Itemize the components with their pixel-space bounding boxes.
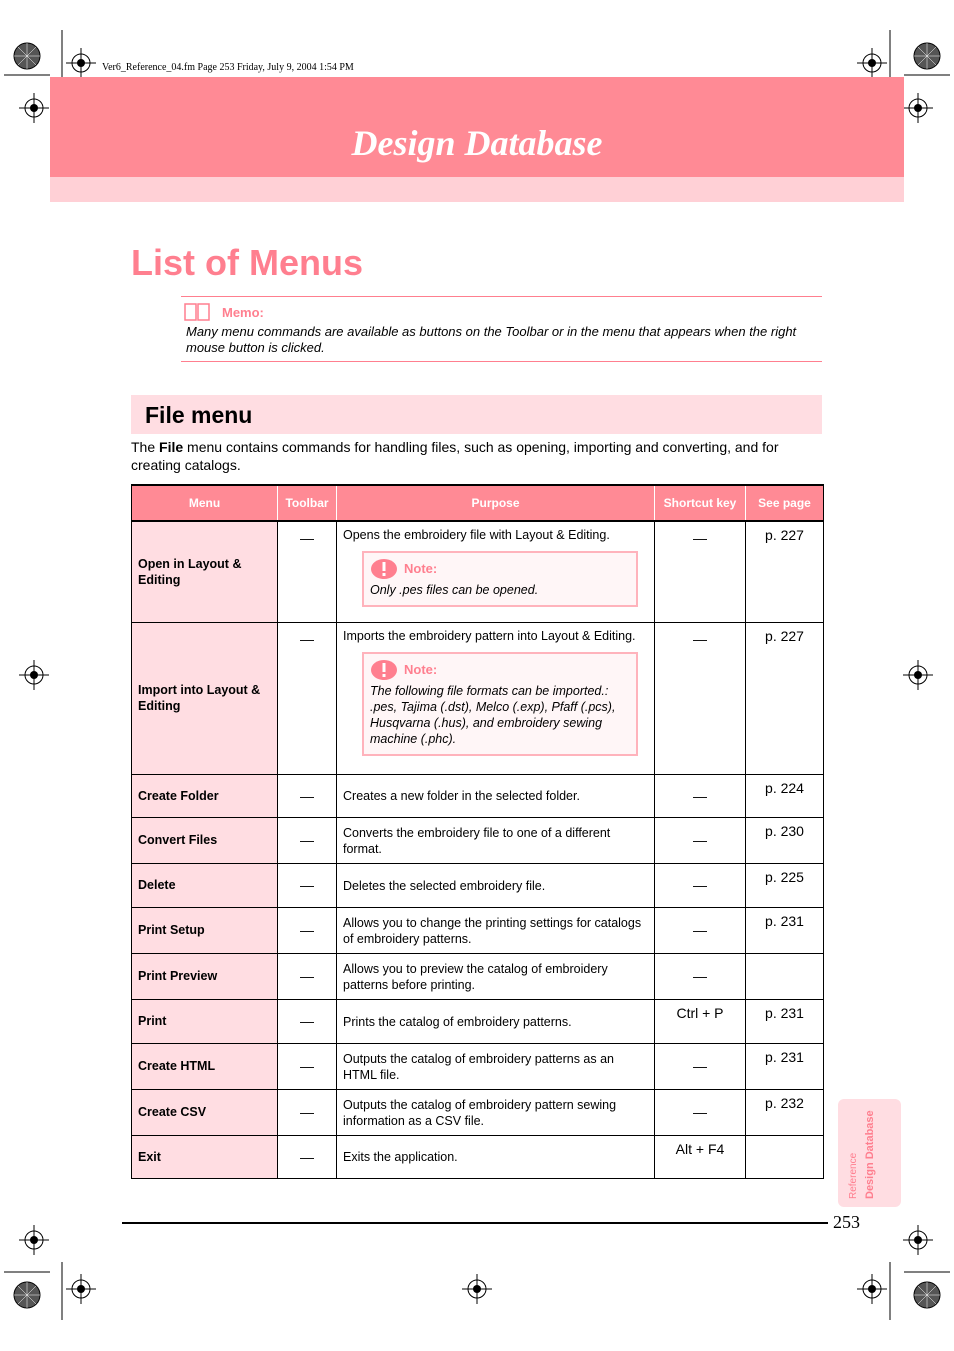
toolbar-cell: —	[278, 774, 337, 817]
table-row	[132, 953, 824, 999]
toolbar-cell: —	[278, 521, 337, 622]
note-text: Only .pes files can be opened.	[370, 583, 539, 597]
shortcut-cell: —	[655, 774, 746, 817]
menu-name: Create HTML	[132, 1043, 278, 1089]
memo-book-icon	[184, 302, 210, 322]
memo-text: Many menu commands are available as buttons on the Toolbar or in the menu that appears when the right mouse button is clicked.	[186, 324, 797, 355]
intro-post: menu contains commands for handling files, such as opening, importing and converting, and for creating catalogs.	[131, 439, 779, 473]
toolbar-cell: —	[278, 622, 337, 774]
see-page-cell: p. 227	[746, 622, 824, 774]
purpose-cell: Allows you to change the printing settings for catalogs of embroidery patterns.	[337, 907, 655, 953]
shortcut-cell: —	[655, 622, 746, 774]
table-row	[132, 622, 824, 774]
file-header: Ver6_Reference_04.fm Page 253 Friday, July 9, 2004 1:54 PM	[102, 62, 354, 73]
see-page-cell: p. 225	[746, 863, 824, 907]
purpose-cell: Deletes the selected embroidery file.	[337, 863, 655, 907]
purpose-cell: Creates a new folder in the selected folder.	[337, 774, 655, 817]
see-page-cell: p. 227	[746, 521, 824, 622]
toolbar-cell: —	[278, 1089, 337, 1135]
table-row	[132, 521, 824, 622]
chapter-side-tab	[838, 1099, 901, 1207]
table-header-row	[132, 485, 824, 521]
table-row	[132, 817, 824, 863]
chapter-title: Design Database	[351, 123, 603, 163]
see-page-cell: p. 230	[746, 817, 824, 863]
intro-bold: File	[159, 439, 184, 455]
menu-name: Print Preview	[132, 953, 278, 999]
shortcut-cell: —	[655, 907, 746, 953]
note-label: Note:	[404, 661, 438, 677]
toolbar-cell: —	[278, 863, 337, 907]
purpose-cell: Allows you to preview the catalog of embroidery patterns before printing.	[337, 953, 655, 999]
table-row	[132, 907, 824, 953]
purpose-cell: Exits the application.	[337, 1135, 655, 1178]
note-text: The following file formats can be imported.: .pes, Tajima (.dst), Melco (.exp), Pfaff (.pcs), Husqvarna (.hus), and embroidery sewing machine (.phc).	[370, 683, 616, 746]
purpose-cell: Converts the embroidery file to one of a different format.	[337, 817, 655, 863]
toolbar-cell: —	[278, 907, 337, 953]
file-menu-table	[131, 484, 824, 1179]
table-row	[132, 1043, 824, 1089]
section-header	[131, 395, 822, 434]
shortcut-cell: —	[655, 817, 746, 863]
shortcut-cell: Ctrl + P	[655, 999, 746, 1043]
shortcut-cell: —	[655, 863, 746, 907]
toolbar-cell: —	[278, 999, 337, 1043]
table-row	[132, 999, 824, 1043]
note-warning-icon	[370, 558, 398, 580]
purpose-text: Imports the embroidery pattern into Layout & Editing.	[343, 628, 636, 643]
menu-name: Convert Files	[132, 817, 278, 863]
see-page-cell: p. 232	[746, 1089, 824, 1135]
table-row	[132, 774, 824, 817]
section-title: File menu	[145, 402, 253, 428]
toolbar-cell: —	[278, 953, 337, 999]
menu-name: Import into Layout & Editing	[132, 622, 278, 774]
purpose-cell	[337, 521, 655, 622]
menu-name: Delete	[132, 863, 278, 907]
toolbar-cell: —	[278, 1043, 337, 1089]
note-box	[362, 551, 638, 607]
memo-label: Memo:	[222, 305, 264, 320]
see-page-cell: p. 224	[746, 774, 824, 817]
shortcut-cell: —	[655, 1089, 746, 1135]
note-head	[370, 659, 630, 681]
header-menu: Menu	[132, 485, 278, 521]
header-shortcut-key: Shortcut key	[655, 485, 746, 521]
menu-name: Open in Layout & Editing	[132, 521, 278, 622]
see-page-cell: p. 231	[746, 999, 824, 1043]
page-title: List of Menus	[131, 242, 363, 283]
table-row	[132, 1089, 824, 1135]
menu-name: Exit	[132, 1135, 278, 1178]
purpose-cell: Outputs the catalog of embroidery pattern sewing information as a CSV file.	[337, 1089, 655, 1135]
side-tab-chapter: Design Database	[864, 1110, 876, 1199]
note-head	[370, 558, 630, 580]
note-box	[362, 652, 638, 756]
intro-pre: The	[131, 439, 160, 455]
note-label: Note:	[404, 561, 438, 576]
table-row	[132, 1135, 824, 1178]
see-page-cell: p. 231	[746, 907, 824, 953]
purpose-cell: Outputs the catalog of embroidery patterns as an HTML file.	[337, 1043, 655, 1089]
chapter-band-lower	[50, 177, 904, 202]
memo-box	[181, 296, 822, 362]
shortcut-cell: —	[655, 953, 746, 999]
menu-name: Print	[132, 999, 278, 1043]
toolbar-cell: —	[278, 1135, 337, 1178]
see-page-cell	[746, 953, 824, 999]
side-tab-reference: Reference	[848, 1152, 859, 1199]
header-purpose: Purpose	[337, 485, 655, 521]
toolbar-cell: —	[278, 817, 337, 863]
section-intro	[131, 438, 821, 474]
table-row	[132, 863, 824, 907]
shortcut-cell: Alt + F4	[655, 1135, 746, 1178]
header-toolbar: Toolbar	[278, 485, 337, 521]
shortcut-cell: —	[655, 521, 746, 622]
menu-name: Create CSV	[132, 1089, 278, 1135]
see-page-cell	[746, 1135, 824, 1178]
purpose-cell	[337, 622, 655, 774]
footer-rule	[122, 1222, 828, 1224]
purpose-text: Opens the embroidery file with Layout & Editing.	[343, 528, 610, 542]
see-page-cell: p. 231	[746, 1043, 824, 1089]
page-number: 253	[833, 1212, 860, 1232]
shortcut-cell: —	[655, 1043, 746, 1089]
note-warning-icon	[370, 659, 398, 681]
header-see-page: See page	[746, 485, 824, 521]
menu-name: Print Setup	[132, 907, 278, 953]
menu-name: Create Folder	[132, 774, 278, 817]
purpose-cell: Prints the catalog of embroidery patterns.	[337, 999, 655, 1043]
